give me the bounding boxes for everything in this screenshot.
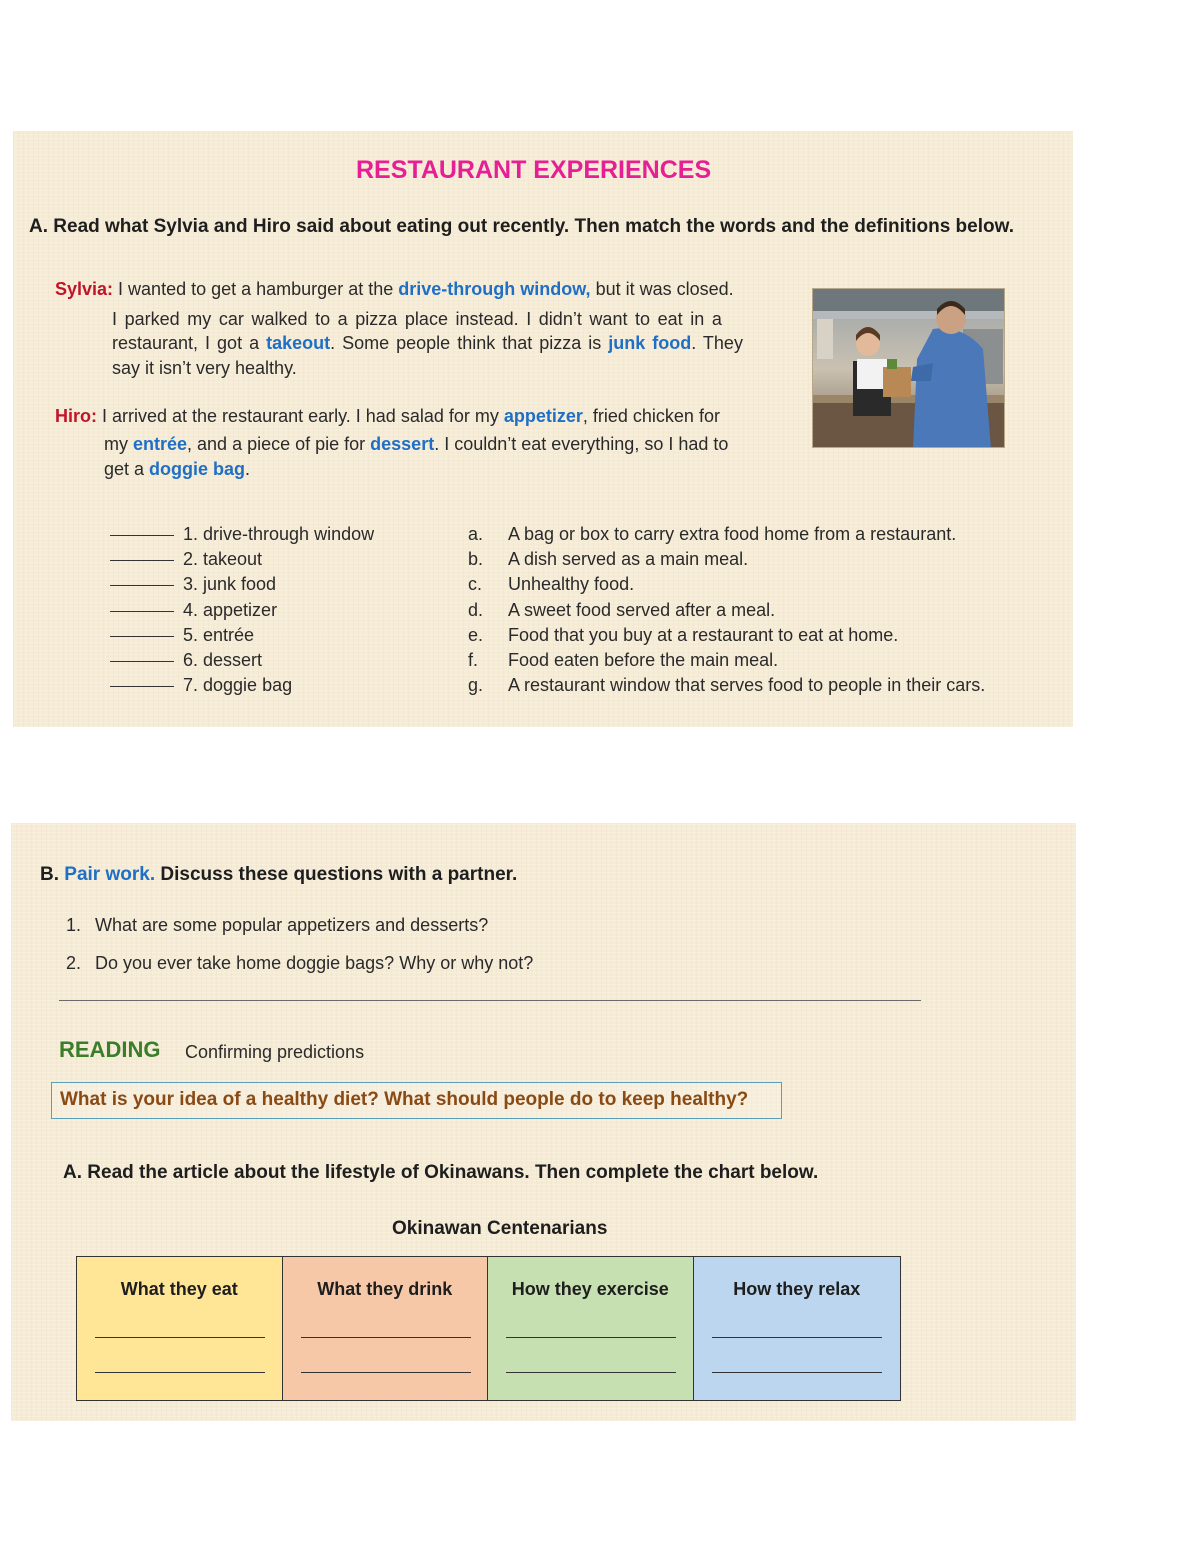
reading-subheading: Confirming predictions [185,1042,365,1062]
answer-blank[interactable] [110,636,174,637]
answer-line[interactable] [712,1372,882,1373]
word-label: 3. junk food [183,574,277,594]
text-span: , and a piece of pie for [187,434,371,454]
section-b-heading [40,864,517,886]
definition-letter: b. [468,549,484,569]
hiro-line-1 [55,404,720,429]
answer-line[interactable] [506,1372,676,1373]
definition-letter: d. [468,600,484,620]
column-header: What they drink [317,1279,453,1299]
match-word-row [110,574,276,595]
answer-line[interactable] [506,1337,676,1338]
definition-letter: e. [468,625,484,645]
definition-text: A dish served as a main meal. [508,549,749,569]
definition-text: Food eaten before the main meal. [508,650,779,670]
speaker-hiro: Hiro: [55,406,97,426]
column-header: How they relax [733,1279,861,1299]
keyword-doggie-bag: doggie bag [149,459,246,479]
answer-line[interactable] [301,1337,471,1338]
question-text: What are some popular appetizers and desserts? [95,915,489,935]
keyword-dessert: dessert [370,434,435,454]
match-word-row [110,625,254,646]
discussion-reading-panel [11,823,1076,1421]
sylvia-line-1 [55,277,734,302]
text-span: , fried chicken for [582,406,720,426]
keyword-takeout: takeout [266,333,331,353]
definition-text: Food that you buy at a restaurant to eat at home. [508,625,899,645]
keyword-appetizer: appetizer [503,406,583,426]
definition-letter: f. [468,650,479,670]
keyword-entree: entrée [133,434,188,454]
match-word-row [110,600,277,621]
keyword-junk-food: junk food [608,333,692,353]
match-word-row [110,524,374,545]
text-span: get a [104,459,150,479]
section-a-instruction: A. Read what Sylvia and Hiro said about eating out recently. Then match the words and the definitions below. [29,216,1014,237]
match-word-row [110,549,262,570]
match-word-row [110,650,262,671]
word-label: 5. entrée [183,625,255,645]
word-label: 4. appetizer [183,600,278,620]
answer-blank[interactable] [110,611,174,612]
prediction-question-box [51,1082,782,1119]
section-divider [59,1000,921,1001]
text-span: . I couldn’t eat everything, so I had to [434,434,729,454]
answer-line[interactable] [95,1337,265,1338]
match-word-row [110,675,292,696]
definition-letter: c. [468,574,483,594]
question-number: 1. [66,915,82,935]
restaurant-takeout-photo [812,288,1005,448]
definition-text: Unhealthy food. [508,574,635,594]
definition-letter: a. [468,524,484,544]
text-span: . Some people think that pizza is [330,333,609,353]
definition-text: A sweet food served after a meal. [508,600,776,620]
definition-text: A bag or box to carry extra food home from a restaurant. [508,524,957,544]
speaker-sylvia: Sylvia: [55,279,114,299]
answer-line[interactable] [712,1337,882,1338]
question-text: Do you ever take home doggie bags? Why or why not? [95,953,534,973]
sylvia-line-2: I parked my car walked to a pizza place instead. I didn’t want to eat in a [112,309,722,329]
text-span: . [245,459,251,479]
text-span: B. [40,864,65,885]
sylvia-line-3 [112,331,743,356]
answer-line[interactable] [95,1372,265,1373]
word-label: 1. drive-through window [183,524,375,544]
answer-blank[interactable] [110,686,174,687]
column-how-they-exercise [488,1257,694,1400]
page-title: RESTAURANT EXPERIENCES [356,156,712,184]
column-what-they-eat [77,1257,283,1400]
hiro-line-2 [104,432,728,457]
text-span: I arrived at the restaurant early. I had salad for my [97,406,504,426]
column-what-they-drink [283,1257,489,1400]
question-number: 2. [66,953,82,973]
word-label: 7. doggie bag [183,675,293,695]
hiro-line-3 [104,457,250,482]
vocabulary-panel [13,131,1073,727]
keyword-drive-through: drive-through window, [398,279,591,299]
answer-blank[interactable] [110,661,174,662]
text-span: restaurant, I got a [112,333,267,353]
chart-title: Okinawan Centenarians [392,1218,608,1239]
word-label: 2. takeout [183,549,263,569]
text-span: Discuss these questions with a partner. [155,864,518,885]
column-header: How they exercise [511,1279,669,1299]
text-span: my [104,434,133,454]
definition-text: A restaurant window that serves food to people in their cars. [508,675,986,695]
reading-heading: READING [59,1037,161,1062]
answer-line[interactable] [301,1372,471,1373]
reading-instruction: A. Read the article about the lifestyle of Okinawans. Then complete the chart below. [63,1162,819,1183]
column-header: What they eat [120,1279,238,1299]
definition-letter: g. [468,675,484,695]
word-label: 6. dessert [183,650,263,670]
answer-blank[interactable] [110,560,174,561]
text-span: but it was closed. [590,279,734,299]
keyword-pair-work: Pair work. [64,864,156,885]
text-span: . They [691,333,743,353]
answer-blank[interactable] [110,585,174,586]
answer-blank[interactable] [110,535,174,536]
text-span: I wanted to get a hamburger at the [113,279,399,299]
okinawan-chart-table [76,1256,901,1401]
prediction-question: What is your idea of a healthy diet? What should people do to keep healthy? [60,1089,749,1110]
sylvia-line-4: say it isn’t very healthy. [112,358,297,378]
column-how-they-relax [694,1257,901,1400]
